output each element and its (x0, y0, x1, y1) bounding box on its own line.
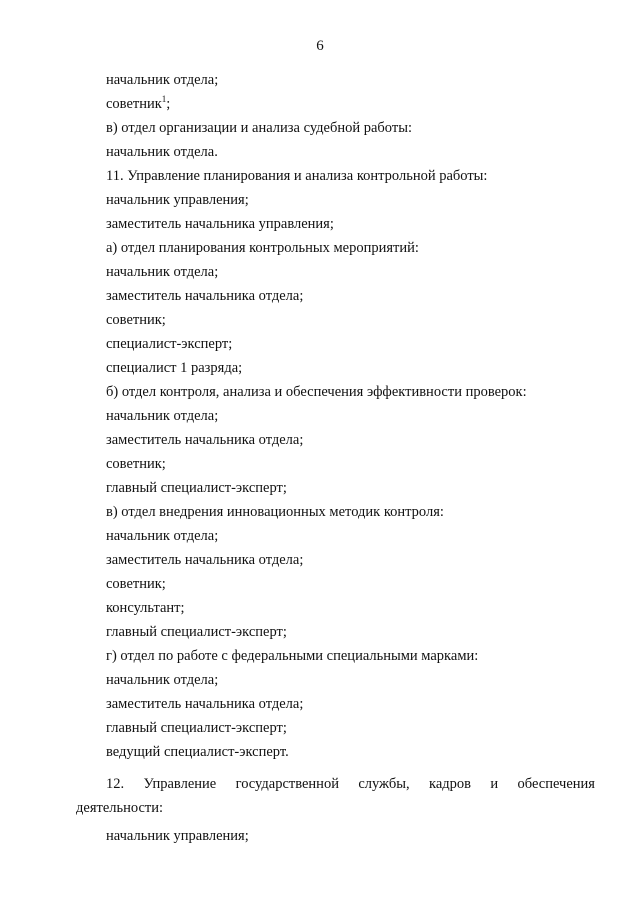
text-line: начальник отдела; (106, 72, 219, 88)
subsection-heading: а) отдел планирования контрольных мероприятий: (106, 240, 419, 256)
text-line-with-footnote (106, 95, 170, 113)
text-line: начальник отдела; (106, 528, 219, 544)
text-line: советник; (106, 456, 166, 472)
text-line: заместитель начальника управления; (106, 216, 334, 232)
section-heading: 11. Управление планирования и анализа контрольной работы: (106, 168, 488, 184)
text-line: ведущий специалист-эксперт. (106, 744, 289, 760)
text-line: советник; (106, 576, 166, 592)
text-line: специалист-эксперт; (106, 336, 233, 352)
section-heading-continuation: деятельности: (76, 800, 164, 816)
subsection-heading: б) отдел контроля, анализа и обеспечения эффективности проверок: (106, 384, 527, 400)
heading-word: кадров (429, 776, 472, 792)
text-line: начальник отдела; (106, 264, 219, 280)
line-punctuation: ; (166, 96, 171, 112)
text-line: заместитель начальника отдела; (106, 696, 304, 712)
page-number: 6 (316, 38, 324, 54)
text-line: специалист 1 разряда; (106, 360, 243, 376)
section-heading-justified (106, 775, 595, 793)
text-line: советник (106, 96, 162, 112)
footnote-mark: 1 (161, 94, 167, 104)
text-line: советник; (106, 312, 166, 328)
text-line: главный специалист-эксперт; (106, 480, 287, 496)
text-line: в) отдел организации и анализа судебной работы: (106, 120, 412, 136)
text-line: начальник отдела; (106, 408, 219, 424)
text-line: начальник отдела; (106, 672, 219, 688)
heading-word: 12. (106, 776, 125, 792)
text-line: начальник отдела. (106, 144, 218, 160)
text-line: начальник управления; (106, 192, 249, 208)
text-line: главный специалист-эксперт; (106, 624, 287, 640)
text-line: консультант; (106, 600, 185, 616)
text-line: заместитель начальника отдела; (106, 552, 304, 568)
text-line: заместитель начальника отдела; (106, 288, 304, 304)
subsection-heading: в) отдел внедрения инновационных методик контроля: (106, 504, 444, 520)
heading-word: Управление (143, 776, 217, 792)
heading-word: и (490, 776, 499, 792)
subsection-heading: г) отдел по работе с федеральными специальными марками: (106, 648, 479, 664)
heading-word: обеспечения (517, 776, 595, 792)
heading-word: государственной (235, 776, 339, 792)
text-line: заместитель начальника отдела; (106, 432, 304, 448)
text-line: начальник управления; (106, 828, 249, 844)
heading-word: службы, (358, 776, 410, 792)
text-line: главный специалист-эксперт; (106, 720, 287, 736)
